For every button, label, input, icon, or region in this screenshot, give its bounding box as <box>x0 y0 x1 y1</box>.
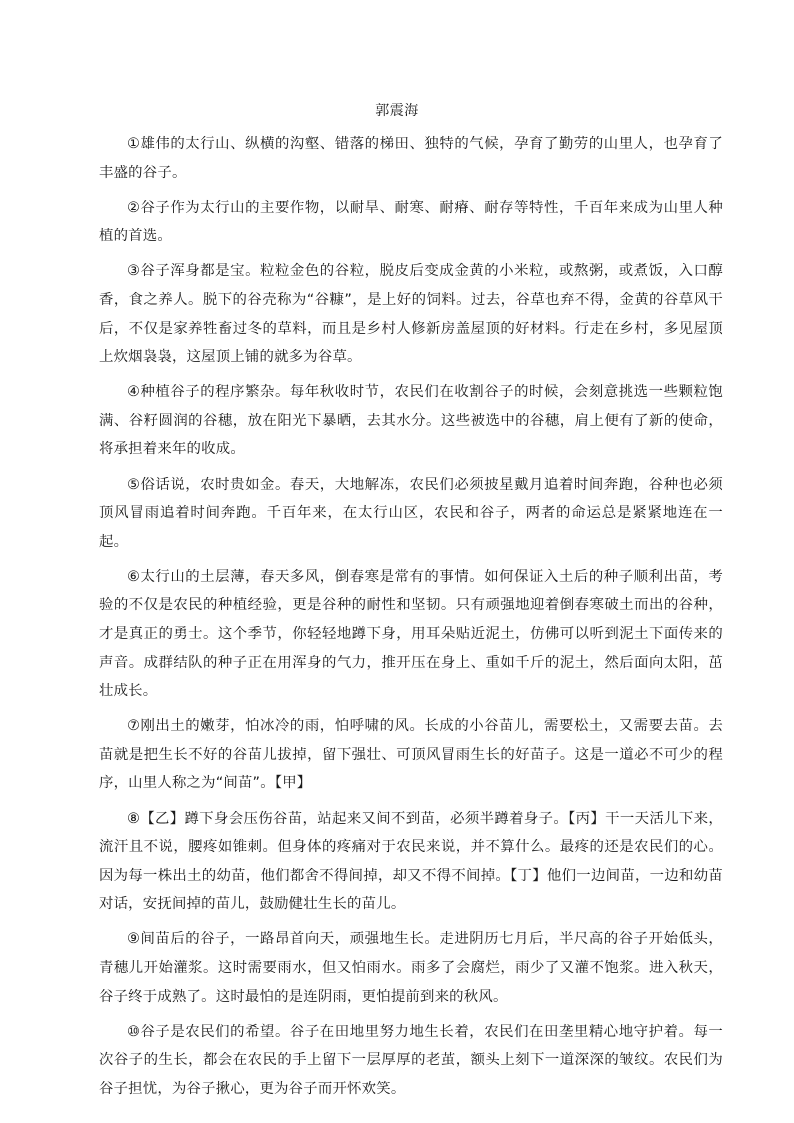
paragraph-6: ⑥太行山的土层薄，春天多风，倒春寒是常有的事情。如何保证入土后的种子顺利出苗，考验的不仅是农民的种植经验，更是谷种的耐性和坚韧。只有顽强地迎着倒春寒破土而出的谷种，才是真正的勇士。这个季节，你轻轻地蹲下身，用耳朵贴近泥土，仿佛可以听到泥土下面传来的声音。成群结队的种子正在用浑身的气力，推开压在身上、重如千斤的泥土，然后面向太阳，茁壮成长。 <box>99 568 723 700</box>
paragraph-5: ⑤俗话说，农时贵如金。春天，大地解冻，农民们必须披星戴月追着时间奔跑，谷种也必须顶风冒雨追着时间奔跑。千百年来，在太行山区，农民和谷子，两者的命运总是紧紧地连在一起。 <box>99 476 723 550</box>
article-body <box>99 130 723 1110</box>
paragraph-7: ⑦刚出土的嫩芽，怕冰冷的雨，怕呼啸的风。长成的小谷苗儿，需要松土，又需要去苗。去苗就是把生长不好的谷苗儿拔掉，留下强壮、可顶风冒雨生长的好苗子。这是一道必不可少的程序，山里人称之为“间苗”。【甲】 <box>99 718 723 792</box>
paragraph-8: ⑧【乙】蹲下身会压伤谷苗，站起来又间不到苗，必须半蹲着身子。【丙】干一天活儿下来，流汗且不说，腰疼如锥刺。但身体的疼痛对于农民来说，并不算什么。最疼的还是农民们的心。因为每一株出土的幼苗，他们都舍不得间掉，却又不得不间掉。【丁】他们一边间苗，一边和幼苗对话，安抚间掉的苗儿，鼓励健壮生长的苗儿。 <box>99 810 723 913</box>
paragraph-10: ⑩谷子是农民们的希望。谷子在田地里努力地生长着，农民们在田垄里精心地守护着。每一次谷子的生长，都会在农民的手上留下一层厚厚的老茧，额头上刻下一道深深的皱纹。农民们为谷子担忧，为谷子揪心，更为谷子而开怀欢笑。 <box>99 1023 723 1097</box>
paragraph-2: ②谷子作为太行山的主要作物，以耐旱、耐寒、耐瘠、耐存等特性，千百年来成为山里人种植的首选。 <box>99 199 723 245</box>
paragraph-4: ④种植谷子的程序繁杂。每年秋收时节，农民们在收割谷子的时候，会刻意挑选一些颗粒饱满、谷籽圆润的谷穗，放在阳光下暴晒，去其水分。这些被选中的谷穗，肩上便有了新的使命，将承担着来年的收成。 <box>99 384 723 458</box>
paragraph-9: ⑨间苗后的谷子，一路昂首向天，顽强地生长。走进阴历七月后，半尺高的谷子开始低头，青穗儿开始灌浆。这时需要雨水，但又怕雨水。雨多了会腐烂，雨少了又灌不饱浆。进入秋天，谷子终于成熟了。这时最怕的是连阴雨，更怕提前到来的秋风。 <box>99 931 723 1005</box>
paragraph-1: ①雄伟的太行山、纵横的沟壑、错落的梯田、独特的气候，孕育了勤劳的山里人，也孕育了丰盛的谷子。 <box>99 136 723 181</box>
author-name: 郭震海 <box>375 103 419 119</box>
paragraph-3: ③谷子浑身都是宝。粒粒金色的谷粒，脱皮后变成金黄的小米粒，或熬粥，或煮饭，入口醇香，食之养人。脱下的谷壳称为“谷糠”，是上好的饲料。过去，谷草也弃不得，金黄的谷草风干后，不仅是家养牲畜过冬的草料，而且是乡村人修新房盖屋顶的好材料。行走在乡村，多见屋顶上炊烟袅袅，这屋顶上铺的就多为谷草。 <box>99 263 723 366</box>
